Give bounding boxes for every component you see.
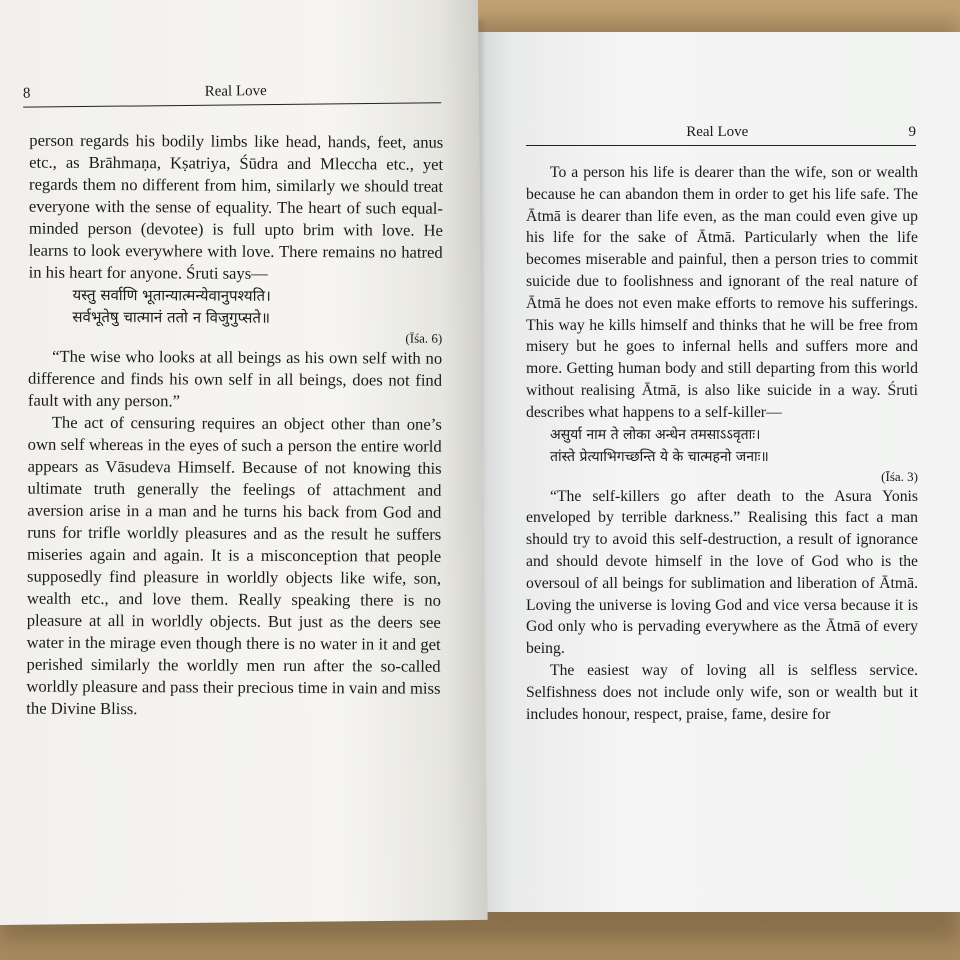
paragraph: “The self-killers go after death to the Asura Yonis enveloped by terrible darkness.” Realising this fact a man should try to avoid this self-destruction, a result of ignorance and should devote himself in the love of God who is the oversoul of all beings for sublimation and liberation of Ātmā. Loving the universe is loving God and vice versa because it is God only who is pervading everywhere as the Ātmā of every being. — [526, 487, 918, 658]
paragraph: The act of censuring requires an object other than one’s own self whereas in the eyes of such a person the entire world appears as Vāsudeva Himself. Because of not knowing this ultimate truth generally the feelings of attachment and aversion arise in a man and he turns his back from God and runs for trifle worldly pleasures and as the result he suffers miseries again and again. It is a misconception that people supposedly find pleasure in worldly objects like wife, son, wealth etc., and love them. Really speaking there is no pleasure at all in worldly objects. But just as the deers see water in the mirage even though there is no water in it and get perished similarly the worldly men run after the so-called worldly pleasure and pass their precious time in vain and miss the Divine Bliss. — [26, 412, 442, 719]
sanskrit-verse-line: यस्तु सर्वाणि भूतान्यात्मन्येवानुपश्यति। — [72, 285, 271, 305]
sanskrit-verse-line: सर्वभूतेषु चात्मानं ततो न विजुगुप्सते॥ — [72, 307, 271, 327]
left-page-body — [26, 130, 443, 722]
left-page — [0, 0, 488, 925]
right-page-header — [526, 124, 916, 146]
page-number: 9 — [908, 124, 916, 140]
running-title: Real Love — [204, 83, 267, 100]
paragraph: To a person his life is dearer than the wife, son or wealth because he can abandon them in order to get his life safe. The Ātmā is dearer than life even, as the man could even give up his life for the sake of Ātmā. Particularly when the life becomes miserable and painful, then a person tries to commit suicide due to foolishness and ignorant of the real nature of Ātmā he does not even make efforts to remove his sufferings. This way he kills himself and thinks that he will be free from misery but he goes to infernal hells and suffers more and more. Getting human body and still departing from this world without realising Ātmā, is also like suicide in a way. Śruti describes what happens to a self-killer— — [526, 164, 918, 421]
running-title: Real Love — [686, 124, 749, 140]
sanskrit-verse-line: असुर्या नाम ते लोका अन्धेन तमसाऽऽवृताः। — [550, 426, 761, 443]
verse-citation: (Īśa. 6) — [405, 330, 443, 346]
paragraph: The easiest way of loving all is selfless service. Selfishness does not include only wife, son or wealth but it includes honour, respect, praise, fame, desire for — [526, 661, 918, 723]
verse-citation: (Īśa. 3) — [881, 468, 918, 484]
right-page-body — [526, 162, 918, 725]
paragraph: “The wise who looks at all beings as his own self with no difference and finds his own self in all beings, does not find fault with any person.” — [27, 346, 443, 411]
sanskrit-verse-line: तांस्ते प्रेत्याभिगच्छन्ति ये के चात्महनो जनाः॥ — [550, 448, 769, 465]
paragraph: person regards his bodily limbs like head, hands, feet, anus etc., as Brāhmaṇa, Kṣatriya, Śūdra and Mleccha etc., yet regards them no different from him, similarly we should treat everyone with the sense of equality. The heart of such equal-minded person (devotee) is full upto brim with love. He learns to look everywhere with love. There remains no hatred in his heart for anyone. Śruti says— — [28, 130, 444, 283]
right-page — [470, 32, 960, 912]
left-page-header — [23, 81, 441, 107]
page-number: 8 — [22, 85, 31, 102]
